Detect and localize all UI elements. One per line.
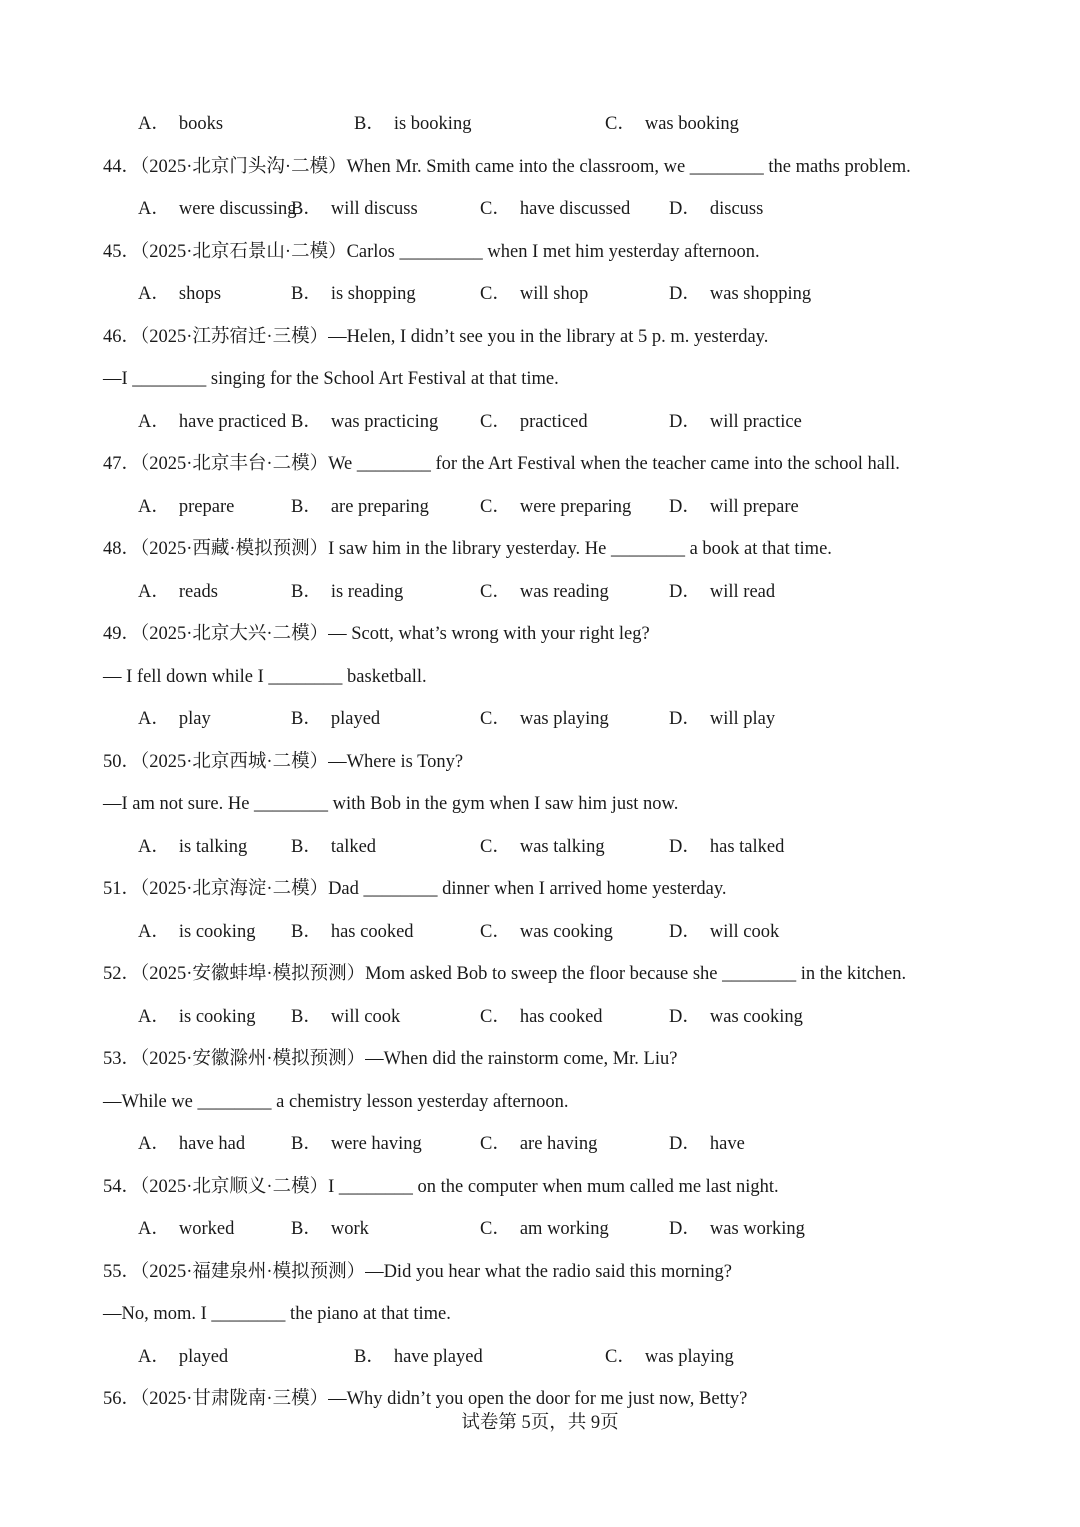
option-letter: C． <box>480 709 511 729</box>
option-text: practiced <box>519 411 588 432</box>
answer-option[interactable] <box>480 707 609 731</box>
answer-option[interactable] <box>138 835 247 859</box>
option-letter: A． <box>138 284 170 304</box>
option-letter: A． <box>138 1346 170 1367</box>
question-dialogue-line: —I am not sure. He ________ with Bob in the gym when I saw him just now. <box>103 794 679 814</box>
answer-option[interactable] <box>605 112 739 136</box>
option-letter: C． <box>605 1346 636 1367</box>
answer-option[interactable] <box>291 1005 400 1029</box>
option-text: discuss <box>709 199 764 219</box>
option-text: will discuss <box>330 199 418 219</box>
option-text: worked <box>178 1219 235 1239</box>
option-text: has cooked <box>519 1006 603 1027</box>
option-text: is shopping <box>330 284 416 304</box>
answer-option[interactable] <box>669 495 799 519</box>
option-text: have had <box>178 1134 246 1154</box>
answer-option[interactable] <box>354 1345 483 1369</box>
option-text: have practiced <box>178 411 287 432</box>
answer-option[interactable] <box>291 580 403 604</box>
answer-option[interactable] <box>480 282 588 306</box>
question-stem: 55．（2025·福建泉州·模拟预测）—Did you hear what the radio said this morning? <box>103 1261 732 1282</box>
option-letter: C． <box>480 836 511 857</box>
answer-option[interactable] <box>138 495 234 519</box>
option-letter: D． <box>669 581 701 602</box>
option-letter: A． <box>138 921 170 942</box>
option-text: play <box>178 709 211 729</box>
page-footer: 试卷第 5页，共 9页 <box>461 1413 619 1433</box>
option-text: have played <box>393 1346 483 1367</box>
question-stem: 52．（2025·安徽蚌埠·模拟预测）Mom asked Bob to sweep the floor because she ________ in the kitchen. <box>103 964 907 984</box>
option-text: have discussed <box>519 199 631 219</box>
answer-option[interactable] <box>480 1217 609 1241</box>
answer-option[interactable] <box>291 920 414 944</box>
option-letter: C． <box>480 199 511 219</box>
option-text: was playing <box>519 709 609 729</box>
option-text: were discussing <box>178 199 297 219</box>
option-text: will play <box>709 709 776 729</box>
answer-option[interactable] <box>291 707 380 731</box>
answer-option[interactable] <box>138 410 286 434</box>
option-text: was cooking <box>709 1006 803 1027</box>
answer-option[interactable] <box>138 1345 228 1369</box>
question-stem: 49．（2025·北京大兴·二模）— Scott, what’s wrong with your right leg? <box>103 624 650 644</box>
option-text: will prepare <box>709 496 799 517</box>
answer-option[interactable] <box>480 1132 597 1156</box>
option-letter: B． <box>291 709 322 729</box>
option-text: books <box>178 114 224 134</box>
option-letter: B． <box>354 1346 385 1367</box>
option-letter: A． <box>138 496 170 517</box>
answer-option[interactable] <box>669 1217 805 1241</box>
option-letter: A． <box>138 411 170 432</box>
question-dialogue-line: — I fell down while I ________ basketball. <box>103 666 427 687</box>
question-dialogue-line: —While we ________ a chemistry lesson yesterday afternoon. <box>103 1091 569 1112</box>
question-stem: 51．（2025·北京海淀·二模）Dad ________ dinner when I arrived home yesterday. <box>103 879 727 899</box>
answer-option[interactable] <box>480 1005 603 1029</box>
answer-option[interactable] <box>138 1217 234 1241</box>
option-letter: C． <box>480 1219 511 1239</box>
answer-option[interactable] <box>291 495 429 519</box>
option-text: has talked <box>709 836 785 857</box>
answer-option[interactable] <box>669 580 775 604</box>
answer-option[interactable] <box>480 580 609 604</box>
option-letter: B． <box>291 199 322 219</box>
answer-option[interactable] <box>138 282 221 306</box>
option-letter: D． <box>669 199 701 219</box>
option-text: reads <box>178 581 218 602</box>
option-letter: C． <box>480 284 511 304</box>
option-letter: D． <box>669 1006 701 1027</box>
answer-option[interactable] <box>138 920 255 944</box>
option-letter: B． <box>291 411 322 432</box>
option-letter: C． <box>480 411 511 432</box>
answer-option[interactable] <box>669 920 779 944</box>
option-letter: B． <box>291 284 322 304</box>
answer-option[interactable] <box>480 495 631 519</box>
option-text: will practice <box>709 411 802 432</box>
option-text: will read <box>709 581 776 602</box>
option-text: was working <box>709 1219 805 1239</box>
question-stem: 56．（2025·甘肃陇南·三模）—Why didn’t you open the door for me just now, Betty? <box>103 1389 748 1409</box>
option-letter: D． <box>669 1219 701 1239</box>
answer-option[interactable] <box>669 707 775 731</box>
option-text: is booking <box>393 114 472 134</box>
option-text: are preparing <box>330 496 429 517</box>
option-letter: A． <box>138 1134 170 1154</box>
option-text: shops <box>178 284 222 304</box>
option-text: was talking <box>519 836 605 857</box>
option-text: will shop <box>519 284 589 304</box>
option-text: was booking <box>644 114 739 134</box>
answer-option[interactable] <box>480 920 613 944</box>
option-text: played <box>330 709 381 729</box>
option-letter: B． <box>291 1219 322 1239</box>
option-text: are having <box>519 1134 598 1154</box>
option-letter: D． <box>669 496 701 517</box>
option-text: were preparing <box>519 496 632 517</box>
answer-option[interactable] <box>669 410 802 434</box>
option-text: will cook <box>330 1006 401 1027</box>
question-dialogue-line: —I ________ singing for the School Art Festival at that time. <box>103 369 559 389</box>
option-letter: B． <box>291 921 322 942</box>
answer-option[interactable] <box>669 835 784 859</box>
option-letter: D． <box>669 1134 701 1154</box>
answer-option[interactable] <box>291 835 376 859</box>
option-text: is talking <box>178 836 248 857</box>
answer-option[interactable] <box>291 197 418 221</box>
answer-option[interactable] <box>291 282 416 306</box>
option-text: prepare <box>178 496 235 517</box>
answer-option[interactable] <box>669 197 763 221</box>
answer-option[interactable] <box>480 197 630 221</box>
option-letter: A． <box>138 709 170 729</box>
option-letter: A． <box>138 1219 170 1239</box>
option-letter: C． <box>480 496 511 517</box>
answer-option[interactable] <box>480 410 588 434</box>
option-text: played <box>178 1346 229 1367</box>
option-letter: B． <box>291 1134 322 1154</box>
option-text: has cooked <box>330 921 414 942</box>
option-letter: D． <box>669 411 701 432</box>
option-text: talked <box>330 836 377 857</box>
option-letter: D． <box>669 836 701 857</box>
option-letter: D． <box>669 284 701 304</box>
option-letter: A． <box>138 581 170 602</box>
answer-option[interactable] <box>291 1217 369 1241</box>
option-text: were having <box>330 1134 422 1154</box>
option-letter: A． <box>138 836 170 857</box>
answer-option[interactable] <box>138 197 297 221</box>
question-dialogue-line: —No, mom. I ________ the piano at that time. <box>103 1304 451 1324</box>
option-letter: A． <box>138 114 170 134</box>
answer-option[interactable] <box>669 282 811 306</box>
option-letter: A． <box>138 1006 170 1027</box>
answer-option[interactable] <box>480 835 605 859</box>
option-text: have <box>709 1134 745 1154</box>
option-text: was reading <box>519 581 609 602</box>
option-text: work <box>330 1219 369 1239</box>
question-stem: 44．（2025·北京门头沟·二模）When Mr. Smith came into the classroom, we ________ the maths problem. <box>103 156 911 177</box>
option-letter: B． <box>354 114 385 134</box>
option-letter: C． <box>480 1134 511 1154</box>
answer-option[interactable] <box>138 580 218 604</box>
answer-option[interactable] <box>605 1345 734 1369</box>
answer-option[interactable] <box>138 1005 255 1029</box>
option-letter: B． <box>291 581 322 602</box>
answer-option[interactable] <box>669 1132 745 1156</box>
option-letter: B． <box>291 1006 322 1027</box>
option-text: is cooking <box>178 921 256 942</box>
option-text: will cook <box>709 921 780 942</box>
question-stem: 53．（2025·安徽滁州·模拟预测）—When did the rainstorm come, Mr. Liu? <box>103 1049 678 1069</box>
option-letter: A． <box>138 199 170 219</box>
option-letter: D． <box>669 709 701 729</box>
option-text: was cooking <box>519 921 613 942</box>
answer-option[interactable] <box>291 1132 422 1156</box>
option-letter: C． <box>605 114 636 134</box>
answer-option[interactable] <box>291 410 438 434</box>
option-letter: C． <box>480 1006 511 1027</box>
option-text: is cooking <box>178 1006 256 1027</box>
answer-option[interactable] <box>138 707 211 731</box>
option-letter: C． <box>480 581 511 602</box>
answer-option[interactable] <box>354 112 471 136</box>
question-stem: 47．（2025·北京丰台·二模）We ________ for the Art Festival when the teacher came into the school hall. <box>103 454 900 474</box>
answer-option[interactable] <box>669 1005 803 1029</box>
question-stem: 54．（2025·北京顺义·二模）I ________ on the computer when mum called me last night. <box>103 1176 779 1197</box>
option-letter: D． <box>669 921 701 942</box>
option-letter: B． <box>291 836 322 857</box>
question-stem: 50．（2025·北京西城·二模）—Where is Tony? <box>103 751 464 772</box>
option-text: was practicing <box>330 411 439 432</box>
option-letter: B． <box>291 496 322 517</box>
question-stem: 48．（2025·西藏·模拟预测）I saw him in the library yesterday. He ________ a book at that time. <box>103 539 832 559</box>
question-stem: 45．（2025·北京石景山·二模）Carlos _________ when I met him yesterday afternoon. <box>103 241 760 262</box>
answer-option[interactable] <box>138 1132 245 1156</box>
option-text: is reading <box>330 581 404 602</box>
option-text: am working <box>519 1219 609 1239</box>
option-text: was playing <box>644 1346 734 1367</box>
question-stem: 46．（2025·江苏宿迁·三模）—Helen, I didn’t see you in the library at 5 p. m. yesterday. <box>103 326 769 347</box>
answer-option[interactable] <box>138 112 223 136</box>
option-text: was shopping <box>709 284 812 304</box>
option-letter: C． <box>480 921 511 942</box>
